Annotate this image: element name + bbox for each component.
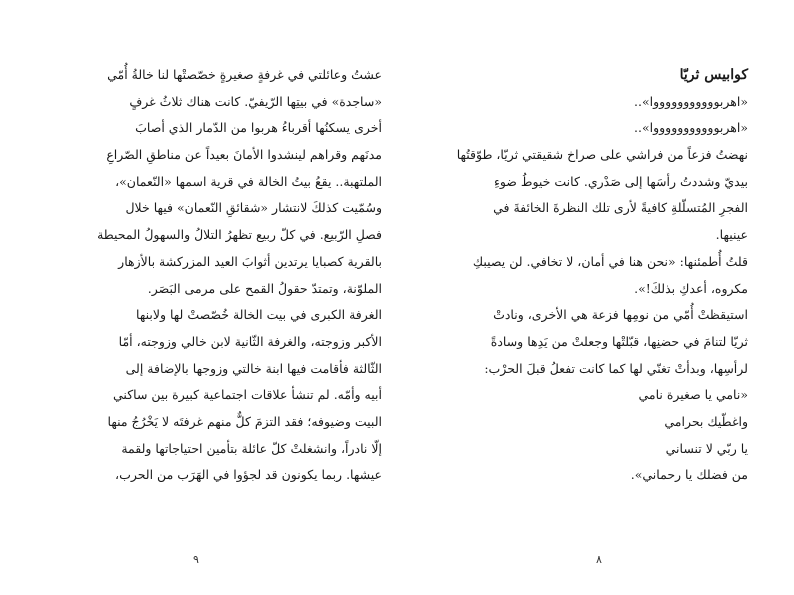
text-line: «نامي يا صغيرة نامي	[638, 387, 748, 403]
text-line: الأكبر وزوجته، والغرفة الثّانية لابن خالي وزوجته، أمّا	[118, 333, 382, 349]
text-line: من فضلك يا رحماني».	[630, 467, 748, 483]
text-line: بالقرية كصبايا يرتدين أثوابَ العيد المزركشة بالأزهار	[118, 253, 382, 269]
text-line: أخرى يسكنُها أقرباءُ هربوا من الدّمار الذي أصابَ	[135, 120, 382, 136]
text-line: لرأسِها، وبدأتْ تغنّي لها كما كانت تفعلُ قبلَ الحرْب:	[484, 360, 748, 376]
text-line: نهضتُ فزعاً من فراشي على صراخ شقيقتي ثريّا، طوّقتُها	[456, 147, 748, 163]
text-line: البيت وضيوفه؛ فقد التزمَ كلٌّ منهم غرفتَه لا يَخْرُجُ منها	[107, 413, 382, 429]
text-line: استيقظتْ أُمّي من نومِها فزعة هي الأخرى، ونادتْ	[493, 307, 748, 323]
text-line: عيشها. ربما يكونون قد لجؤوا في الهَرَب من الحرب،	[115, 467, 382, 483]
text-line: «اهربوووووووووووا»..	[634, 120, 748, 136]
text-line: قلتُ أُطمئنها: «نحن هنا في أمان، لا تخافي. لن يصيبكِ	[472, 253, 748, 269]
text-line: الثّالثة فأقامت فيها ابنة خالتي وزوجها بالإضافة إلى	[125, 360, 382, 376]
page-number: ٩	[193, 553, 199, 566]
text-line: وسُمّيت كذلكَ لانتشار «شقائقِ النّعمان» فيها خلال	[125, 200, 382, 216]
text-line: أبيه وأمّه. لم تنشأ علاقات اجتماعية كبيرة بين ساكني	[113, 387, 382, 403]
text-line: عشتُ وعائلتي في غرفةٍ صغيرةٍ خصّصتْها لنا خالةُ أُمّي	[107, 67, 382, 82]
text-line: مكروه، أعدكِ بذلكَ!».	[634, 280, 748, 296]
text-line: واغطّيك بحرامي	[664, 413, 748, 429]
right-page	[418, 62, 748, 489]
left-page	[52, 62, 382, 489]
page-number: ٨	[596, 553, 602, 566]
text-line: يا ربّي لا تنساني	[665, 440, 748, 456]
chapter-title: كوابيس ثريّا	[679, 67, 748, 83]
text-line: بيديّ وشددتُ رأسَها إلى صَدْري. كانت خيوطُ ضوءِ	[493, 173, 748, 189]
text-line: مدنَهم وقراهم لينشدوا الأمانَ بعيداً عن مناطقِ الصّراعِ	[106, 147, 382, 163]
text-line: «اهربوووووووووووا»..	[634, 93, 748, 109]
text-line: «ساجدة» في بيتِها الرّيفيّ. كانت هناك ثلاثُ غرفٍ	[129, 93, 382, 109]
text-line: إلّا نادراً، وانشغلتْ كلّ عائلة بتأمين احتياجاتها ولقمة	[121, 440, 382, 456]
text-line: فصلِ الرّبيع. في كلّ ربيع تظهرُ التلالُ والسهولُ المحيطة	[97, 227, 382, 243]
text-line: ثريّا لتنامَ في حضنِها، قبّلتْها وجعلتْ من يَدِها وسادةً	[490, 333, 748, 349]
text-line: الفجرِ المُتسلّلةِ كافيةً لأرى تلك النظرةَ الخائفةَ في	[493, 200, 748, 216]
text-line: الملتهبة.. يقعُ بيتُ الخالة في قرية اسمها «النّعمان»،	[115, 173, 382, 189]
text-line: الملوّنة، وتمتدّ حقولُ القمح على مرمى البَصَر.	[147, 280, 382, 296]
text-line: الغرفة الكبرى في بيت الخالة خُصّصتْ لها ولابنها	[136, 307, 382, 323]
text-line: عينيها.	[715, 227, 748, 243]
